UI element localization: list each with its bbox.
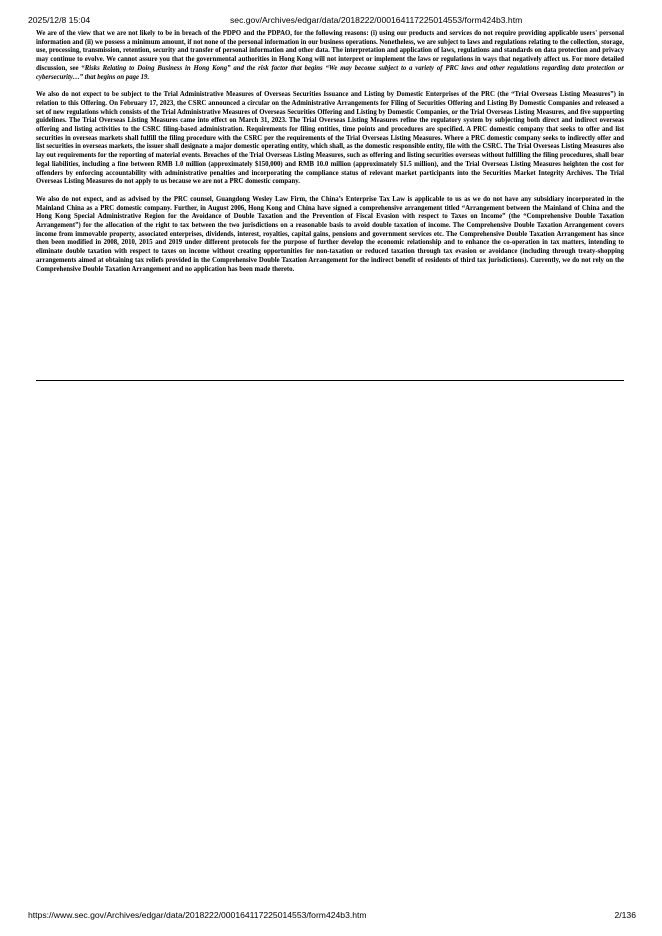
paragraph-trial-overseas-listing: We also do not expect to be subject to the Trial Administrative Measures of Overseas Securities Issuance and Listing by Domestic Enterprises of the PRC (the “Trial Overseas Listing Measures”) in relation to this Offering. On February 17, 2023, the CSRC announced a circular on the Administrative Arrangements for Filing of Securities Offering and Listing By Domestic Companies and released a set of new regulations which consists of the Trial Administrative Measures of Overseas Securities Offering and Listing by Domestic Companies, or the Trial Overseas Listing Measures, and five supporting guidelines. The Trial Overseas Listing Measures came into effect on March 31, 2023. The Trial Overseas Listing Measures refine the regulatory system by subjecting both direct and indirect overseas offering and listing activities to the CSRC filing-based administration. Requirements for filing entities, time points and procedures are specified. A PRC domestic company that seeks to offer and list securities in overseas markets shall fulfill the filing procedure with the CSRC per the requirements of the Trial Overseas Listing Measures. Where a PRC domestic company seeks to indirectly offer and list securities in overseas markets, the issuer shall designate a major domestic operating entity, which shall, as the domestic responsible entity, file with the CSRC. The Trial Overseas Listing Measures also lay out requirements for the reporting of material events. Breaches of the Trial Overseas Listing Measures, such as offering and listing securities overseas without fulfilling the filing procedures, shall bear legal liabilities, including a fine between RMB 1.0 million (approximately $150,000) and RMB 10.0 million (approximately $1.5 million), and the Trial Overseas Listing Measures heighten the cost for offenders by enforcing accountability with administrative penalties and incorporating the compliance status of relevant market participants into the Securities Market Integrity Archives. The Trial Overseas Listing Measures do not apply to us because we are not a PRC domestic company.	[36, 91, 624, 186]
print-datetime: 2025/12/8 15:04	[28, 15, 91, 25]
paragraph-data-protection	[36, 30, 624, 82]
paragraph-data-protection-text: We are of the view that we are not likely to be in breach of the PDPO and the PDPAO, for the following reasons: (i) using our products and services do not require providing applicable users' personal information and (ii) we possess a minimum amount, if not none of the personal information in our business operations. Nonetheless, we are subject to laws and regulations relating to the collection, storage, use, processing, transmission, retention, security and transfer of personal information and other data. The interpretation and application of laws, regulations and standards on data protection and privacy may continue to evolve. We cannot assure you that the governmental authorities in Hong Kong will not interpret or implement the laws or regulations in ways that negatively affect us. For more detailed discussion, see “	[36, 30, 624, 72]
print-header	[28, 15, 636, 27]
section-divider	[36, 380, 624, 381]
print-footer	[28, 910, 636, 922]
paragraph-double-taxation: We also do not expect, and as advised by the PRC counsel, Guangdong Wesley Law Firm, the China’s Enterprise Tax Law is applicable to us as we do not have any subsidiary incorporated in the Mainland China as a PRC domestic company. Further, in August 2006, Hong Kong and China have signed a comprehensive arrangement titled “Arrangement between the Mainland of China and the Hong Kong Special Administrative Region for the Avoidance of Double Taxation and the Prevention of Fiscal Evasion with respect to Taxes on Income” (the “Comprehensive Double Taxation Arrangement”) for the allocation of the right to tax between the two jurisdictions on a reasonable basis to avoid double taxation of income. The Comprehensive Double Taxation Arrangement covers income from immovable property, associated enterprises, dividends, interest, royalties, capital gains, pensions and government services etc. The Comprehensive Double Taxation Arrangement has since then been modified in 2008, 2010, 2015 and 2019 under different protocols for the purpose of further develop the economic relationship and to enhance the co-operation in tax matters, intending to eliminate double taxation with respect to taxes on income without creating opportunities for non-taxation or reduced taxation through tax evasion or avoidance (including through treaty-shopping arrangements aimed at obtaining tax reliefs provided in the Comprehensive Double Taxation Arrangement for the indirect benefit of residents of third tax jurisdictions). Currently, we do not rely on the Comprehensive Double Taxation Arrangement and no application has been made thereto.	[36, 195, 624, 273]
print-doc-title: sec.gov/Archives/edgar/data/2018222/000164117225014553/form424b3.htm	[230, 15, 523, 25]
print-url: https://www.sec.gov/Archives/edgar/data/2018222/000164117225014553/form424b3.htm	[28, 910, 367, 920]
document-body	[36, 30, 624, 283]
page-number: 2/136	[614, 910, 636, 920]
risk-factor-reference: Risks Relating to Doing Business in Hong Kong” and the risk factor that begins “We may become subject to a variety of PRC laws and other regulations regarding data protection or cybersecurity…” that begins on page 19.	[36, 64, 624, 81]
